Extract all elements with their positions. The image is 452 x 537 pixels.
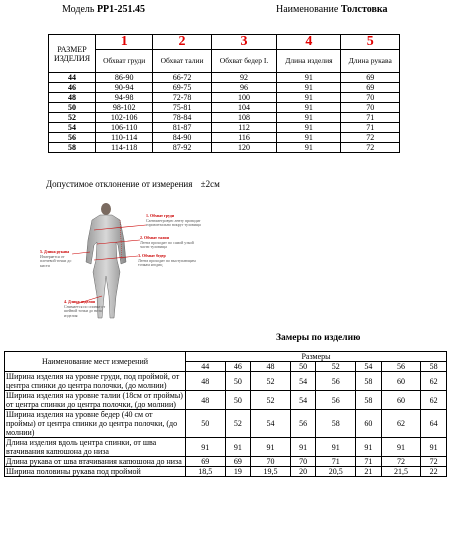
measure-row bbox=[5, 391, 447, 410]
value-cell: 116 bbox=[211, 133, 277, 143]
value-cell: 86-90 bbox=[96, 73, 153, 83]
measure-value: 54 bbox=[290, 372, 316, 391]
value-cell: 70 bbox=[341, 93, 400, 103]
measure-value: 52 bbox=[251, 372, 291, 391]
size-row bbox=[49, 133, 400, 143]
measure-label: Ширина изделия на уровне бедер (40 см от проймы) от центра спинки до центра полочки, (до молнии) bbox=[5, 410, 186, 438]
value-cell: 87-92 bbox=[153, 143, 211, 153]
size-cell: 54 bbox=[49, 123, 96, 133]
measure-value: 72 bbox=[381, 457, 421, 467]
measure-label: Ширина половины рукава под проймой bbox=[5, 467, 186, 477]
value-cell: 72 bbox=[341, 143, 400, 153]
size-row bbox=[49, 103, 400, 113]
measure-value: 50 bbox=[186, 410, 226, 438]
measure-value: 58 bbox=[356, 372, 382, 391]
value-cell: 114-118 bbox=[96, 143, 153, 153]
measure-value: 58 bbox=[316, 410, 356, 438]
measure-value: 19 bbox=[225, 467, 251, 477]
value-cell: 91 bbox=[277, 93, 341, 103]
size-cell: 58 bbox=[49, 143, 96, 153]
value-cell: 84-90 bbox=[153, 133, 211, 143]
value-cell: 91 bbox=[277, 123, 341, 133]
size-col-header: 58 bbox=[421, 362, 447, 372]
measure-value: 62 bbox=[421, 372, 447, 391]
measure-value: 91 bbox=[381, 438, 421, 457]
size-col-header: 50 bbox=[290, 362, 316, 372]
measure-value: 20 bbox=[290, 467, 316, 477]
measure-value: 20,5 bbox=[316, 467, 356, 477]
measure-value: 54 bbox=[290, 391, 316, 410]
value-cell: 120 bbox=[211, 143, 277, 153]
size-cell: 48 bbox=[49, 93, 96, 103]
measure-value: 48 bbox=[186, 372, 226, 391]
size-col-header: 46 bbox=[225, 362, 251, 372]
annotation-length: 4. Длина изделия Снимается по спинке от шейной точки до низа изделия bbox=[64, 299, 106, 318]
size-cell: 50 bbox=[49, 103, 96, 113]
measure-value: 62 bbox=[421, 391, 447, 410]
value-cell: 90-94 bbox=[96, 83, 153, 93]
name-header: Наименование мест измерений bbox=[5, 352, 186, 372]
col-label-3: Обхват бедер I. bbox=[211, 50, 277, 73]
measure-title: Замеры по изделию bbox=[276, 333, 361, 343]
value-cell: 91 bbox=[277, 133, 341, 143]
measure-value: 56 bbox=[316, 391, 356, 410]
measure-value: 50 bbox=[225, 372, 251, 391]
col-label-4: Длина изделия bbox=[277, 50, 341, 73]
measure-value: 91 bbox=[421, 438, 447, 457]
size-row bbox=[49, 143, 400, 153]
measure-value: 56 bbox=[290, 410, 316, 438]
col-num-2: 2 bbox=[153, 35, 211, 50]
value-cell: 104 bbox=[211, 103, 277, 113]
value-cell: 69-75 bbox=[153, 83, 211, 93]
value-cell: 96 bbox=[211, 83, 277, 93]
value-cell: 71 bbox=[341, 113, 400, 123]
value-cell: 75-81 bbox=[153, 103, 211, 113]
measure-value: 50 bbox=[225, 391, 251, 410]
measure-value: 19,5 bbox=[251, 467, 291, 477]
size-header: РАЗМЕР ИЗДЕЛИЯ bbox=[49, 35, 96, 73]
value-cell: 91 bbox=[277, 83, 341, 93]
value-cell: 70 bbox=[341, 103, 400, 113]
value-cell: 91 bbox=[277, 73, 341, 83]
value-cell: 81-87 bbox=[153, 123, 211, 133]
value-cell: 71 bbox=[341, 123, 400, 133]
measure-row bbox=[5, 372, 447, 391]
size-col-header: 52 bbox=[316, 362, 356, 372]
measurement-figure bbox=[42, 200, 202, 325]
value-cell: 69 bbox=[341, 83, 400, 93]
value-cell: 112 bbox=[211, 123, 277, 133]
measure-value: 91 bbox=[290, 438, 316, 457]
measure-value: 72 bbox=[421, 457, 447, 467]
value-cell: 100 bbox=[211, 93, 277, 103]
model-label: Модель bbox=[62, 4, 95, 15]
measurements-table bbox=[4, 351, 447, 477]
measure-value: 52 bbox=[251, 391, 291, 410]
name-value: Толстовка bbox=[340, 4, 388, 15]
size-col-header: 54 bbox=[356, 362, 382, 372]
measure-value: 70 bbox=[290, 457, 316, 467]
col-num-4: 4 bbox=[277, 35, 341, 50]
sizes-header: Размеры bbox=[186, 352, 447, 362]
measure-label: Ширина изделия на уровне груди, под проймой, от центра спинки до центра полочки, (до молнии) bbox=[5, 372, 186, 391]
measure-value: 58 bbox=[356, 391, 382, 410]
value-cell: 106-110 bbox=[96, 123, 153, 133]
value-cell: 72-78 bbox=[153, 93, 211, 103]
measure-value: 54 bbox=[251, 410, 291, 438]
col-label-2: Обхват талии bbox=[153, 50, 211, 73]
value-cell: 94-98 bbox=[96, 93, 153, 103]
measure-value: 56 bbox=[316, 372, 356, 391]
size-col-header: 48 bbox=[251, 362, 291, 372]
value-cell: 110-114 bbox=[96, 133, 153, 143]
name-label: Наименование bbox=[276, 4, 339, 15]
annotation-chest: 1. Обхват груди Сантиметровую ленту проводят горизонтально вокруг туловища bbox=[146, 213, 201, 227]
measure-row bbox=[5, 457, 447, 467]
size-row bbox=[49, 73, 400, 83]
model-code: PP1-251.45 bbox=[96, 4, 145, 15]
measure-value: 64 bbox=[421, 410, 447, 438]
annotation-hips: 3. Обхват бедер Лента проходит по выступающим точкам ягодиц bbox=[138, 253, 196, 267]
measurements-body bbox=[5, 372, 447, 477]
measure-value: 52 bbox=[225, 410, 251, 438]
col-num-1: 1 bbox=[96, 35, 153, 50]
value-cell: 92 bbox=[211, 73, 277, 83]
measure-value: 48 bbox=[186, 391, 226, 410]
col-label-1: Обхват груди bbox=[96, 50, 153, 73]
size-cell: 44 bbox=[49, 73, 96, 83]
size-cell: 52 bbox=[49, 113, 96, 123]
col-num-3: 3 bbox=[211, 35, 277, 50]
annotation-waist: 2. Обхват талии Лента проходит по самой узкой части туловища bbox=[140, 235, 194, 249]
size-cell: 56 bbox=[49, 133, 96, 143]
measure-value: 22 bbox=[421, 467, 447, 477]
measure-value: 91 bbox=[356, 438, 382, 457]
value-cell: 69 bbox=[341, 73, 400, 83]
size-row bbox=[49, 123, 400, 133]
value-cell: 91 bbox=[277, 103, 341, 113]
annotation-sleeve: 5. Длина рукава Измеряется от плечевой точки до кисти bbox=[40, 249, 72, 268]
tolerance-value: ±2см bbox=[200, 179, 220, 189]
measure-value: 21,5 bbox=[381, 467, 421, 477]
size-row bbox=[49, 83, 400, 93]
measure-label: Ширина изделия на уровне талии (18см от проймы) от центра спинки до центра полочки, (до молнии) bbox=[5, 391, 186, 410]
measure-value: 71 bbox=[316, 457, 356, 467]
product-name-header bbox=[276, 4, 388, 15]
measure-value: 91 bbox=[316, 438, 356, 457]
size-chart-table bbox=[48, 34, 400, 153]
size-col-header: 44 bbox=[186, 362, 226, 372]
measure-value: 21 bbox=[356, 467, 382, 477]
measure-row bbox=[5, 410, 447, 438]
value-cell: 98-102 bbox=[96, 103, 153, 113]
measure-value: 91 bbox=[186, 438, 226, 457]
measure-value: 91 bbox=[225, 438, 251, 457]
measure-value: 70 bbox=[251, 457, 291, 467]
measure-label: Длина изделия вдоль центра спинки, от шва втачивания капюшона до низа bbox=[5, 438, 186, 457]
measure-value: 69 bbox=[225, 457, 251, 467]
size-row bbox=[49, 113, 400, 123]
value-cell: 72 bbox=[341, 133, 400, 143]
measure-value: 69 bbox=[186, 457, 226, 467]
tolerance-line bbox=[46, 179, 220, 189]
size-col-header: 56 bbox=[381, 362, 421, 372]
value-cell: 66-72 bbox=[153, 73, 211, 83]
measure-value: 91 bbox=[251, 438, 291, 457]
value-cell: 78-84 bbox=[153, 113, 211, 123]
measure-label: Длина рукава от шва втачивания капюшона до низа bbox=[5, 457, 186, 467]
measure-row bbox=[5, 467, 447, 477]
col-num-5: 5 bbox=[341, 35, 400, 50]
size-cell: 46 bbox=[49, 83, 96, 93]
value-cell: 108 bbox=[211, 113, 277, 123]
size-row bbox=[49, 93, 400, 103]
size-chart-body bbox=[49, 73, 400, 153]
measure-value: 71 bbox=[356, 457, 382, 467]
measure-value: 18,5 bbox=[186, 467, 226, 477]
value-cell: 102-106 bbox=[96, 113, 153, 123]
value-cell: 91 bbox=[277, 143, 341, 153]
measure-value: 60 bbox=[356, 410, 382, 438]
measure-row bbox=[5, 438, 447, 457]
col-label-5: Длина рукава bbox=[341, 50, 400, 73]
measure-value: 60 bbox=[381, 372, 421, 391]
measure-value: 62 bbox=[381, 410, 421, 438]
model-header bbox=[62, 4, 145, 15]
measure-value: 60 bbox=[381, 391, 421, 410]
value-cell: 91 bbox=[277, 113, 341, 123]
tolerance-label: Допустимое отклонение от измерения bbox=[46, 179, 193, 189]
